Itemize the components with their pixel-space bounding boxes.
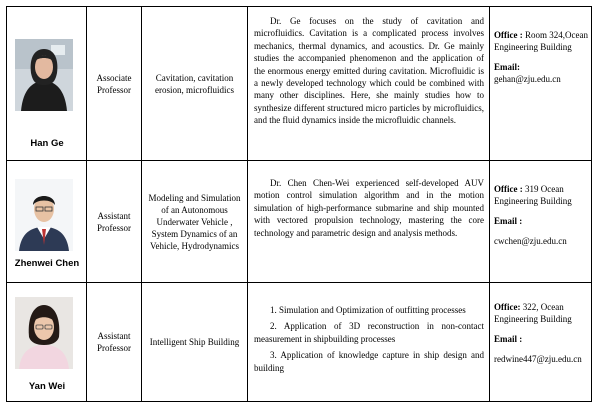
portrait-photo-han-ge: [15, 39, 73, 111]
email-value[interactable]: gehan@zju.edu.cn: [494, 74, 561, 84]
professor-name: Yan Wei: [28, 381, 66, 392]
title-cell: [87, 161, 142, 282]
research-area: Cavitation, cavitation erosion, microfluidics: [155, 72, 234, 95]
description-paragraph: Dr. Ge focuses on the study of cavitation and microfluidics. Cavitation is a complicated process involves mechanics, thermal dynamics, and acoustics. Dr. Ge mainly studies the accompanied phenomenon and the application of the enormous energy emitted during cavitation. Microfluidic is a newly developed technology which could be combined with many other disciplines. Here, she mainly studies how to synthesize different structured micro particles by microfluidics, and the fluid dynamics inside the microfluidic channels.: [254, 16, 484, 126]
research-area: Intelligent Ship Building: [149, 337, 240, 347]
faculty-table: [6, 6, 592, 402]
email-value[interactable]: redwine447@zju.edu.cn: [494, 354, 582, 364]
office-value: 319 Ocean Engineering Building: [494, 184, 572, 206]
description-text: [254, 15, 484, 131]
description-cell: [248, 7, 490, 160]
office-value: 322, Ocean Engineering Building: [494, 302, 572, 324]
photo-cell: [7, 283, 87, 401]
description-text: [254, 177, 484, 243]
description-cell: [248, 161, 490, 282]
office-label: Office:: [494, 302, 521, 312]
email-label: Email :: [494, 216, 523, 226]
table-row: [7, 283, 591, 401]
office-value: Room 324,Ocean Engineering Building: [494, 30, 588, 52]
professor-title: Assistant Professor: [97, 210, 131, 233]
contact-cell: [490, 283, 591, 401]
email-label: Email :: [494, 334, 523, 344]
email-value[interactable]: cwchen@zju.edu.cn: [494, 236, 567, 246]
portrait-photo-yan-wei: [15, 297, 73, 369]
photo-cell: [7, 161, 87, 282]
professor-title: Associate Professor: [96, 72, 132, 95]
description-paragraph: Dr. Chen Chen-Wei experienced self-developed AUV motion control simulation algorithm and in the motion simulation of high-performance submarine and ship mounted with vectored propulsion technology, mastering the core technology and parametric design and analysis methods.: [254, 178, 484, 238]
description-item: 1. Simulation and Optimization of outfitting processes: [270, 305, 466, 315]
photo-cell: [7, 7, 87, 160]
professor-title: Assistant Professor: [97, 331, 131, 353]
description-cell: [248, 283, 490, 401]
contact-cell: [490, 161, 591, 282]
table-row: [7, 7, 591, 161]
professor-name: Zhenwei Chen: [14, 258, 80, 269]
office-label: Office :: [494, 30, 523, 40]
title-cell: [87, 7, 142, 160]
research-area: Modeling and Simulation of an Autonomous Underwater Vehicle , System Dynamics of an Vehicle, Hydrodynamics: [148, 192, 241, 251]
contact-info: [494, 301, 588, 365]
title-cell: [87, 283, 142, 401]
contact-cell: [490, 7, 591, 160]
research-cell: [142, 7, 248, 160]
description-text: [254, 304, 484, 378]
portrait-photo-zhenwei-chen: [15, 179, 73, 251]
research-cell: [142, 283, 248, 401]
contact-info: [494, 29, 588, 85]
office-label: Office :: [494, 184, 523, 194]
research-cell: [142, 161, 248, 282]
description-item: 3. Application of knowledge capture in ship design and building: [254, 350, 484, 373]
email-label: Email:: [494, 62, 520, 72]
contact-info: [494, 183, 588, 247]
description-item: 2. Application of 3D reconstruction in non-contact measurement in shipbuilding processes: [254, 321, 484, 344]
professor-name: Han Ge: [30, 138, 64, 149]
table-row: [7, 161, 591, 283]
